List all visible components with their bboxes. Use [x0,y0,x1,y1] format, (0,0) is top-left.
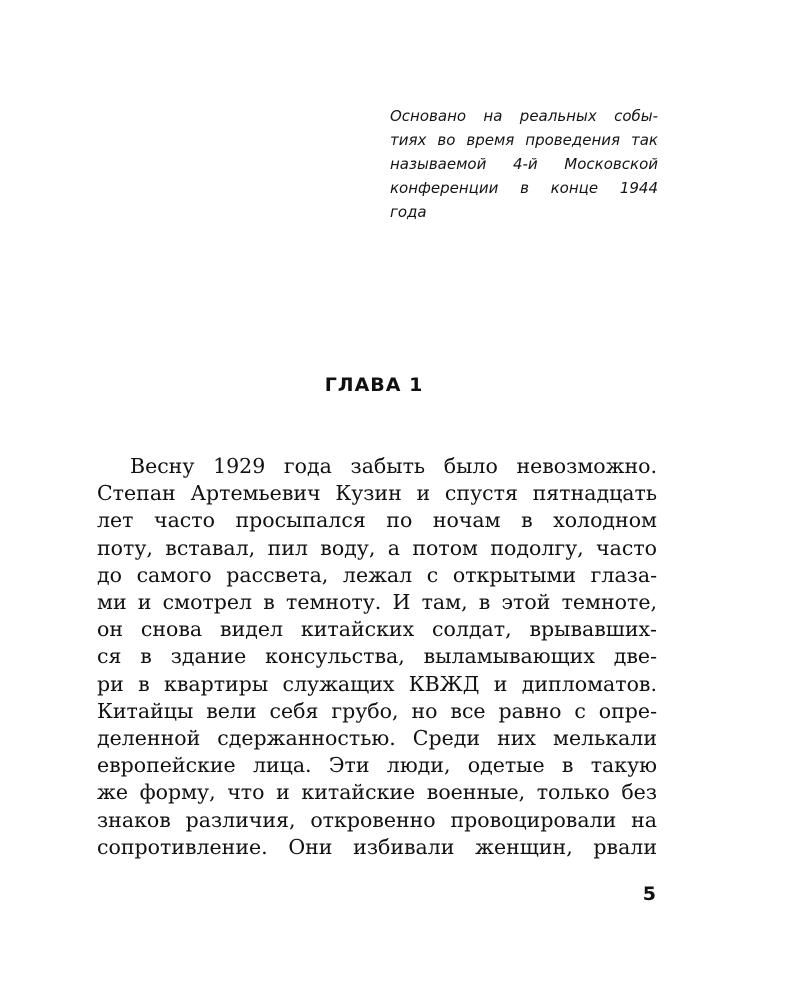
body-line: до самого рассвета, лежал с открытыми глаза- [97,562,657,587]
body-line: же форму, что и китайские военные, только без [97,780,657,805]
epigraph-line: тиях во время проведения так [390,131,658,149]
epigraph-line: называемой 4-й Московской [390,155,658,173]
body-line: лет часто просыпался по ночам в холодном [97,508,657,533]
body-line: ри в квартиры служащих КВЖД и дипломатов. [97,671,657,696]
body-line: ми и смотрел в темноту. И там, в этой темноте, [97,590,657,615]
chapter-body-text [97,453,657,861]
body-line: деленной сдержанностью. Среди них мелькали [97,726,657,751]
epigraph-line: года [390,203,427,221]
body-line: сопротивление. Они избивали женщин, рвали [97,834,657,859]
body-line: он снова видел китайских солдат, врывавших- [97,617,657,642]
body-line: Степан Артемьевич Кузин и спустя пятнадцать [97,481,657,506]
body-line: знаков различия, откровенно провоцировали на [97,807,657,832]
body-line: европейские лица. Эти люди, одетые в такую [97,753,657,778]
chapter-title: ГЛАВА 1 [324,374,424,396]
body-line: поту, вставал, пил воду, а потом подолгу, часто [97,535,657,560]
body-line: Весну 1929 года забыть было невозможно. [130,454,657,478]
body-line: Китайцы вели себя грубо, но все равно с опре- [97,698,657,723]
page-number: 5 [642,883,656,905]
epigraph-line: конференции в конце 1944 [390,179,658,197]
body-line: ся в здание консульства, выламывающих две- [97,644,657,669]
epigraph-line: Основано на реальных собы- [390,107,658,125]
epigraph [390,104,658,224]
